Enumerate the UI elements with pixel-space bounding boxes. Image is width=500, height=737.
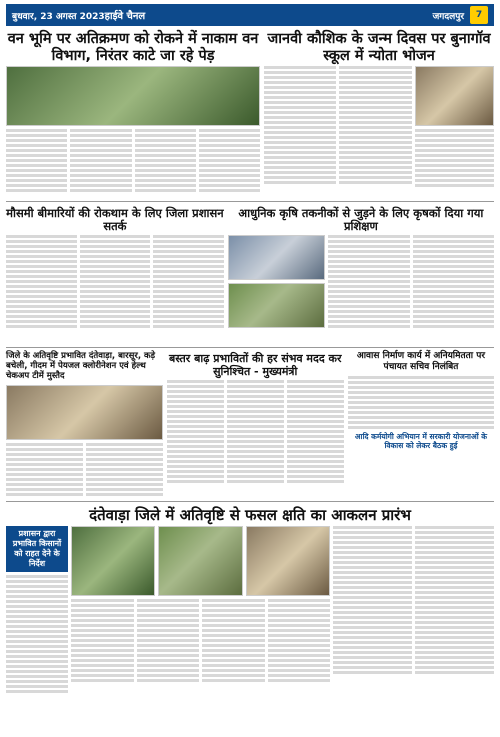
photo-training — [228, 235, 326, 280]
photo-flooded-field-1 — [71, 526, 155, 596]
headline-birthday: जानवी कौशिक के जन्म दिवस पर बुनागॉव स्कूल में न्योता भोजन — [267, 31, 491, 64]
issue-date: बुधवार, 23 अगस्त 2023 — [12, 11, 105, 22]
paper-name: हाईवे चैनल — [104, 11, 146, 22]
headline-farming-training: आधुनिक कृषि तकनीकों से जुड़ने के लिए कृषकों दिया गया प्रशिक्षण — [238, 206, 484, 234]
photo-flooded-field-2 — [158, 526, 242, 596]
right-column-briefs — [348, 351, 494, 499]
article-farming-training — [228, 205, 494, 345]
article-forest — [6, 29, 260, 199]
headline-forest: वन भूमि पर अतिक्रमण को रोकने में नाकाम वन विभाग, निरंतर काटे जा रहे पेड़ — [7, 31, 259, 64]
masthead — [6, 4, 494, 26]
page-number: 7 — [470, 6, 488, 24]
headline-housing: आवास निर्माण कार्य में अनियमितता पर पंचायत सचिव निलंबित — [356, 351, 486, 372]
body-forest — [6, 129, 260, 197]
photo-health-team — [6, 385, 163, 440]
headline-adi-karmayogi: आदि कर्मयोगी अभियान में सरकारी योजनाओं के विकास को लेकर बैठक हुई — [354, 431, 487, 450]
headline-crop-damage: दंतेवाड़ा जिले में अतिवृष्टि से फसल क्षति का आकलन प्रारंभ — [89, 506, 411, 524]
photo-forest — [6, 66, 260, 126]
article-crop-damage — [6, 505, 494, 695]
photo-school-children — [415, 66, 494, 126]
edition-city: जगदलपुर — [432, 11, 464, 22]
article-seasonal-diseases — [6, 205, 224, 345]
headline-chlorination: जिले के अतिवृष्टि प्रभावित दंतेवाड़ा, बारसूर, कड़े बचेली, गीदम में पेयजल क्लोरीनेशन एवं हेल्थ चेकअप टीमें मुस्तैद — [6, 351, 156, 382]
photo-field — [228, 283, 326, 328]
headline-cm-relief: बस्तर बाढ़ प्रभावितों की हर संभव मदद कर सुनिश्चित - मुख्यमंत्री — [168, 352, 342, 378]
article-birthday — [264, 29, 494, 199]
headline-seasonal-diseases: मौसमी बीमारियों की रोकथाम के लिए जिला प्रशासन सतर्क — [6, 206, 224, 234]
photo-officials-inspecting — [246, 526, 330, 596]
article-cm-relief — [167, 351, 344, 499]
article-chlorination — [6, 351, 163, 499]
highlight-box: प्रशासन द्वारा प्रभावित किसानों को राहत देने के निर्देश — [6, 526, 68, 572]
